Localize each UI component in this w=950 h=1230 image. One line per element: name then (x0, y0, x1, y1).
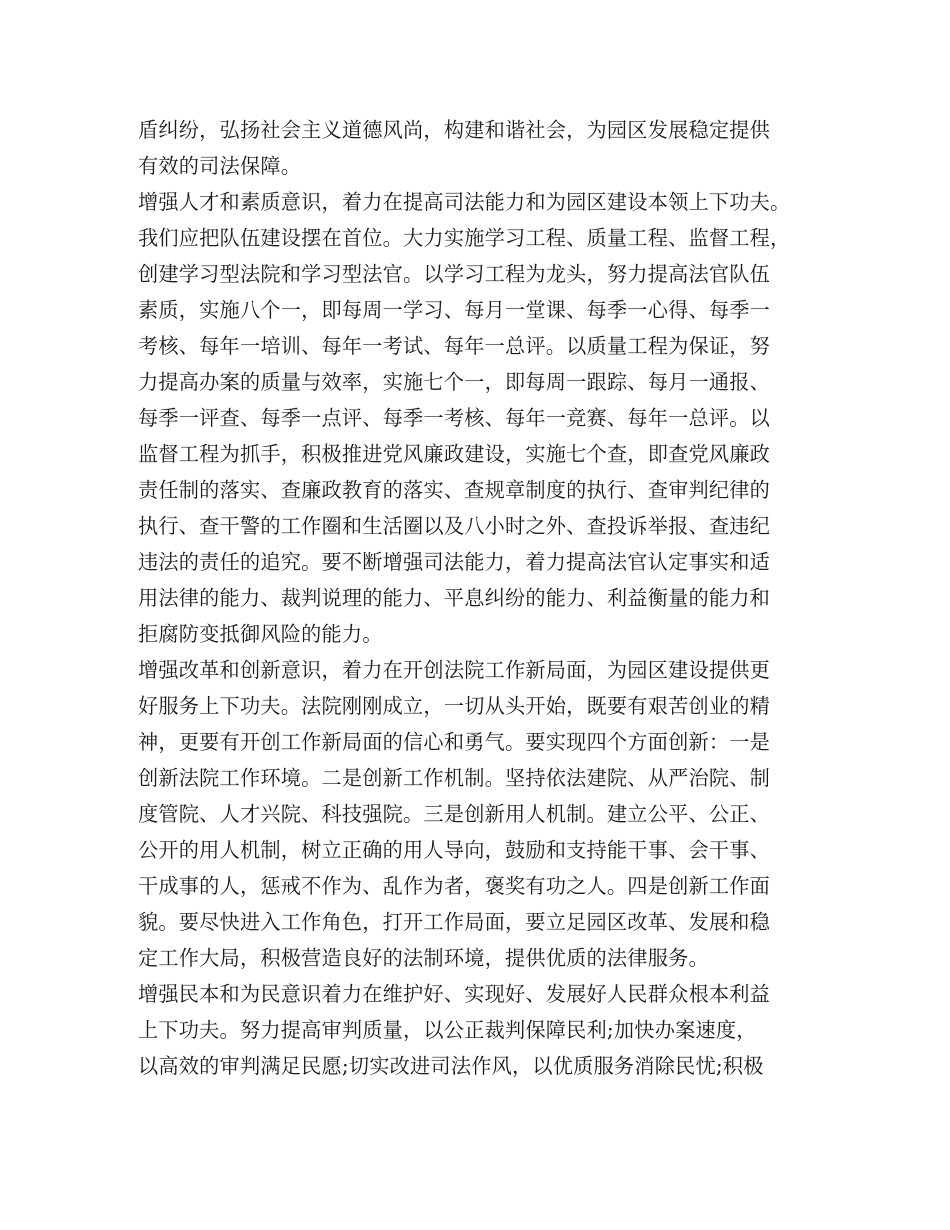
text-line: 定工作大局，积极营造良好的法制环境，提供优质的法律服务。 (138, 946, 709, 970)
text-line: 增强改革和创新意识，着力在开创法院工作新局面，为园区建设提供更 (138, 658, 771, 682)
text-line: 上下功夫。努力提高审判质量，以公正裁判保障民利;加快办案速度， (138, 1018, 757, 1042)
text-line: 考核、每年一培训、每年一考试、每年一总评。以质量工程为保证，努 (138, 334, 771, 358)
text-line: 素质，实施八个一，即每周一学习、每月一堂课、每季一心得、每季一 (138, 298, 771, 322)
text-line: 每季一评查、每季一点评、每季一考核、每年一竞赛、每年一总评。以 (138, 406, 771, 430)
text-line: 以高效的审判满足民愿;切实改进司法作风，以优质服务消除民忧;积极 (138, 1054, 764, 1078)
text-line: 拒腐防变抵御风险的能力。 (138, 622, 383, 646)
text-line: 执行、查干警的工作圈和生活圈以及八小时之外、查投诉举报、查违纪 (138, 514, 771, 538)
text-line: 度管院、人才兴院、科技强院。三是创新用人机制。建立公平、公正、 (138, 802, 771, 826)
text-line: 创新法院工作环境。二是创新工作机制。坚持依法建院、从严治院、制 (138, 766, 771, 790)
text-line: 用法律的能力、裁判说理的能力、平息纠纷的能力、利益衡量的能力和 (138, 586, 771, 610)
text-line: 增强人才和素质意识，着力在提高司法能力和为园区建设本领上下功夫。 (138, 190, 791, 214)
text-line: 创建学习型法院和学习型法官。以学习工程为龙头，努力提高法官队伍 (138, 262, 771, 286)
text-line: 增强民本和为民意识着力在维护好、实现好、发展好人民群众根本利益 (138, 982, 771, 1006)
text-line: 力提高办案的质量与效率，实施七个一，即每周一跟踪、每月一通报、 (138, 370, 771, 394)
text-line: 盾纠纷，弘扬社会主义道德风尚，构建和谐社会，为园区发展稳定提供 (138, 118, 771, 142)
text-line: 违法的责任的追究。要不断增强司法能力，着力提高法官认定事实和适 (138, 550, 771, 574)
text-line: 好服务上下功夫。法院刚刚成立，一切从头开始，既要有艰苦创业的精 (138, 694, 771, 718)
text-line: 干成事的人，惩戒不作为、乱作为者，褒奖有功之人。四是创新工作面 (138, 874, 771, 898)
text-line: 公开的用人机制，树立正确的用人导向，鼓励和支持能干事、会干事、 (138, 838, 771, 862)
text-line: 有效的司法保障。 (138, 154, 302, 178)
text-line: 责任制的落实、查廉政教育的落实、查规章制度的执行、查审判纪律的 (138, 478, 771, 502)
text-line: 神，更要有开创工作新局面的信心和勇气。要实现四个方面创新：一是 (138, 730, 771, 754)
text-line: 监督工程为抓手，积极推进党风廉政建设，实施七个查，即查党风廉政 (138, 442, 771, 466)
text-line: 我们应把队伍建设摆在首位。大力实施学习工程、质量工程、监督工程， (138, 226, 791, 250)
document-body (138, 112, 838, 1084)
text-line: 貌。要尽快进入工作角色，打开工作局面，要立足园区改革、发展和稳 (138, 910, 771, 934)
